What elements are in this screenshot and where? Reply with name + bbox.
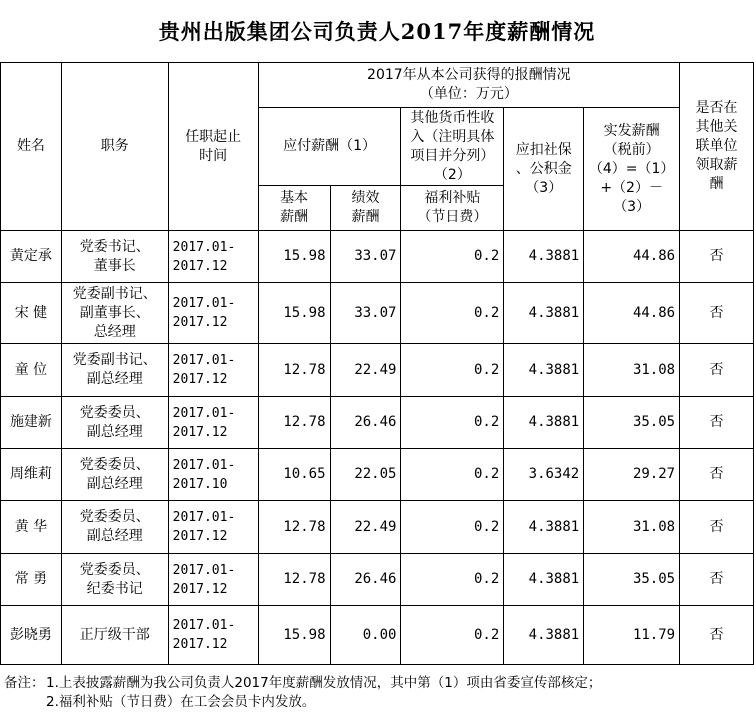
cell-basic: 12.78 [258, 344, 330, 397]
note-text-2: 2.福利补贴（节日费）在工会会员卡内发放。 [46, 694, 316, 710]
cell-performance: 22.49 [330, 344, 401, 397]
cell-name: 宋 健 [1, 283, 62, 344]
header-allowance: 福利补贴 （节日费） [401, 186, 504, 231]
cell-tenure: 2017.01- 2017.12 [168, 554, 258, 606]
cell-performance: 22.05 [330, 449, 401, 501]
cell-social: 4.3881 [504, 231, 584, 283]
cell-other-unit: 否 [680, 231, 754, 283]
cell-other-unit: 否 [680, 397, 754, 449]
note-text-1: 1.上表披露薪酬为我公司负责人2017年度薪酬发放情况，其中第（1）项由省委宣传部核定； [46, 675, 602, 691]
cell-actual: 35.05 [584, 554, 680, 606]
header-social: 应扣社保 、公积金 （3） [504, 108, 584, 231]
cell-basic: 12.78 [258, 554, 330, 606]
cell-name: 童 位 [1, 344, 62, 397]
cell-tenure: 2017.01- 2017.12 [168, 501, 258, 554]
cell-name: 周维莉 [1, 449, 62, 501]
cell-performance: 33.07 [330, 283, 401, 344]
cell-basic: 15.98 [258, 606, 330, 665]
cell-other-unit: 否 [680, 449, 754, 501]
header-basic: 基本 薪酬 [258, 186, 330, 231]
cell-performance: 26.46 [330, 397, 401, 449]
cell-allowance: 0.2 [401, 231, 504, 283]
header-tenure: 任职起止 时间 [168, 63, 258, 231]
header-name: 姓名 [1, 63, 62, 231]
cell-tenure: 2017.01- 2017.12 [168, 231, 258, 283]
cell-position: 党委副书记、 副董事长、 总经理 [61, 283, 168, 344]
cell-allowance: 0.2 [401, 449, 504, 501]
cell-performance: 22.49 [330, 501, 401, 554]
cell-basic: 12.78 [258, 501, 330, 554]
cell-performance: 33.07 [330, 231, 401, 283]
cell-position: 党委委员、 纪委书记 [61, 554, 168, 606]
cell-tenure: 2017.01- 2017.12 [168, 344, 258, 397]
cell-tenure: 2017.01- 2017.12 [168, 283, 258, 344]
cell-social: 4.3881 [504, 397, 584, 449]
salary-table [0, 62, 754, 665]
cell-position: 正厅级干部 [61, 606, 168, 665]
cell-allowance: 0.2 [401, 397, 504, 449]
table-row [1, 231, 754, 283]
cell-basic: 15.98 [258, 283, 330, 344]
cell-position: 党委委员、 副总经理 [61, 397, 168, 449]
cell-actual: 44.86 [584, 283, 680, 344]
notes-label: 备注： [4, 675, 45, 691]
table-row [1, 554, 754, 606]
header-performance: 绩效 薪酬 [330, 186, 401, 231]
cell-other-unit: 否 [680, 283, 754, 344]
cell-social: 4.3881 [504, 283, 584, 344]
header-payable: 应付薪酬（1） [258, 108, 401, 186]
notes [4, 674, 754, 712]
cell-actual: 31.08 [584, 501, 680, 554]
cell-social: 4.3881 [504, 554, 584, 606]
table-row [1, 449, 754, 501]
cell-tenure: 2017.01- 2017.12 [168, 397, 258, 449]
cell-name: 施建新 [1, 397, 62, 449]
cell-other-unit: 否 [680, 554, 754, 606]
cell-allowance: 0.2 [401, 344, 504, 397]
cell-allowance: 0.2 [401, 501, 504, 554]
cell-other-unit: 否 [680, 606, 754, 665]
cell-position: 党委委员、 副总经理 [61, 501, 168, 554]
cell-basic: 12.78 [258, 397, 330, 449]
cell-actual: 31.08 [584, 344, 680, 397]
note-line-2 [4, 693, 754, 712]
cell-actual: 11.79 [584, 606, 680, 665]
table-row [1, 344, 754, 397]
cell-name: 彭晓勇 [1, 606, 62, 665]
header-position: 职务 [61, 63, 168, 231]
cell-performance: 0.00 [330, 606, 401, 665]
cell-actual: 35.05 [584, 397, 680, 449]
header-actual: 实发薪酬 （税前） （4）=（1） +（2）－ （3） [584, 108, 680, 231]
header-income-group: 2017年从本公司获得的报酬情况 （单位：万元） [258, 63, 679, 108]
header-other-unit: 是否在 其他关 联单位 领取薪 酬 [680, 63, 754, 231]
cell-other-unit: 否 [680, 344, 754, 397]
table-row [1, 283, 754, 344]
cell-name: 常 勇 [1, 554, 62, 606]
cell-actual: 29.27 [584, 449, 680, 501]
cell-other-unit: 否 [680, 501, 754, 554]
cell-name: 黄定承 [1, 231, 62, 283]
cell-tenure: 2017.01- 2017.12 [168, 606, 258, 665]
cell-position: 党委书记、 董事长 [61, 231, 168, 283]
table-row [1, 501, 754, 554]
cell-basic: 10.65 [258, 449, 330, 501]
cell-basic: 15.98 [258, 231, 330, 283]
cell-tenure: 2017.01- 2017.10 [168, 449, 258, 501]
cell-social: 4.3881 [504, 344, 584, 397]
cell-allowance: 0.2 [401, 554, 504, 606]
table-row [1, 606, 754, 665]
table-row [1, 397, 754, 449]
header-other-income: 其他货币性收 入（注明具体 项目并分列） （2） [401, 108, 504, 186]
cell-social: 4.3881 [504, 501, 584, 554]
cell-performance: 26.46 [330, 554, 401, 606]
page-title: 贵州出版集团公司负责人2017年度薪酬情况 [158, 19, 596, 44]
cell-social: 4.3881 [504, 606, 584, 665]
cell-position: 党委副书记、 副总经理 [61, 344, 168, 397]
cell-position: 党委委员、 副总经理 [61, 449, 168, 501]
cell-actual: 44.86 [584, 231, 680, 283]
cell-social: 3.6342 [504, 449, 584, 501]
cell-allowance: 0.2 [401, 283, 504, 344]
note-line-1 [4, 674, 754, 693]
cell-allowance: 0.2 [401, 606, 504, 665]
cell-name: 黄 华 [1, 501, 62, 554]
